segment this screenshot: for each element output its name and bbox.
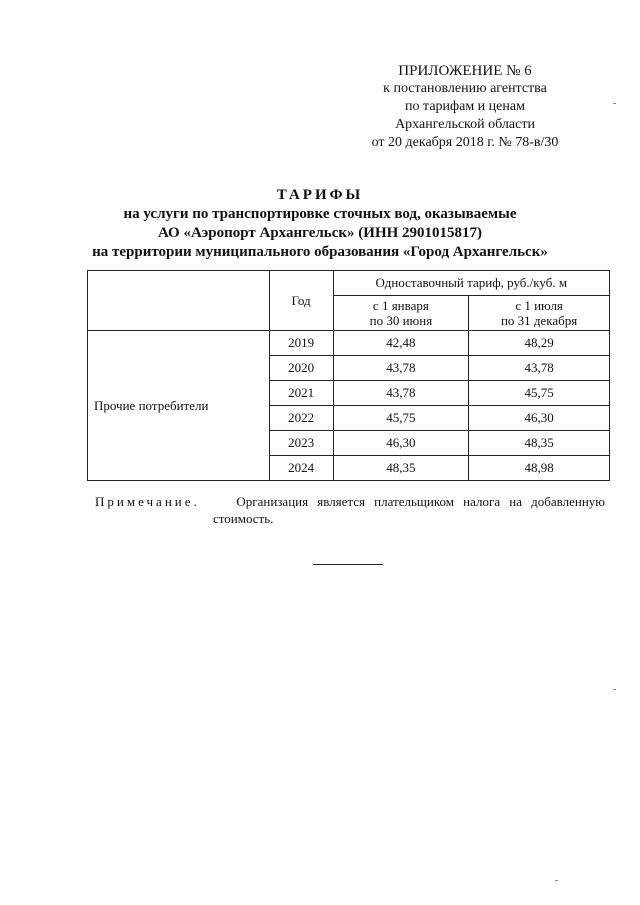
row-tariff-h2: 48,98 — [469, 456, 610, 481]
header-tariff: Одноставочный тариф, руб./куб. м — [333, 271, 609, 296]
row-tariff-h1: 45,75 — [333, 406, 469, 431]
title-heading: ТАРИФЫ — [276, 187, 364, 203]
header-empty-cell — [88, 271, 270, 331]
appendix-line-3: Архангельской области — [395, 117, 535, 132]
period-2-end: по 31 декабря — [500, 313, 578, 328]
header-period-1 — [333, 296, 469, 331]
row-tariff-h1: 48,35 — [333, 456, 469, 481]
consumer-category: Прочие потребители — [88, 331, 270, 481]
row-tariff-h1: 43,78 — [333, 381, 469, 406]
appendix-line-1: к постановлению агентства — [383, 81, 547, 96]
appendix-block — [330, 62, 600, 152]
document-title — [60, 186, 580, 262]
note-label: Примечание. — [95, 494, 200, 509]
scan-mark — [613, 103, 616, 104]
row-year: 2024 — [269, 456, 333, 481]
note-text-1: Организация является плательщиком налога на добавленную — [236, 494, 605, 509]
row-year: 2019 — [269, 331, 333, 356]
row-year: 2021 — [269, 381, 333, 406]
appendix-line-2: по тарифам и ценам — [405, 99, 525, 114]
row-tariff-h1: 43,78 — [333, 356, 469, 381]
header-period-2 — [469, 296, 610, 331]
title-line-4: на территории муниципального образования «Город Архангельск» — [92, 244, 548, 260]
row-tariff-h1: 46,30 — [333, 431, 469, 456]
row-tariff-h1: 42,48 — [333, 331, 469, 356]
note-text-2: стоимость. — [213, 511, 274, 526]
header-year: Год — [269, 271, 333, 331]
row-tariff-h2: 45,75 — [469, 381, 610, 406]
row-year: 2022 — [269, 406, 333, 431]
row-tariff-h2: 43,78 — [469, 356, 610, 381]
title-line-3: АО «Аэропорт Архангельск» (ИНН 2901015817) — [157, 225, 483, 241]
note-line-1 — [95, 493, 605, 510]
note-block — [95, 493, 605, 527]
period-2-start: с 1 июля — [515, 298, 563, 313]
row-tariff-h2: 48,29 — [469, 331, 610, 356]
row-tariff-h2: 46,30 — [469, 406, 610, 431]
scan-mark — [613, 689, 616, 690]
row-year: 2023 — [269, 431, 333, 456]
appendix-line-4: от 20 декабря 2018 г. № 78-в/30 — [371, 135, 559, 150]
closing-rule — [313, 564, 383, 565]
appendix-heading: ПРИЛОЖЕНИЕ № 6 — [398, 63, 532, 79]
scan-mark — [555, 880, 558, 881]
row-tariff-h2: 48,35 — [469, 431, 610, 456]
period-1-start: с 1 января — [372, 298, 429, 313]
row-year: 2020 — [269, 356, 333, 381]
period-1-end: по 30 июня — [369, 313, 433, 328]
tariff-table — [87, 270, 610, 481]
title-line-2: на услуги по транспортировке сточных вод, оказываемые — [123, 206, 517, 222]
table-row — [88, 331, 610, 356]
